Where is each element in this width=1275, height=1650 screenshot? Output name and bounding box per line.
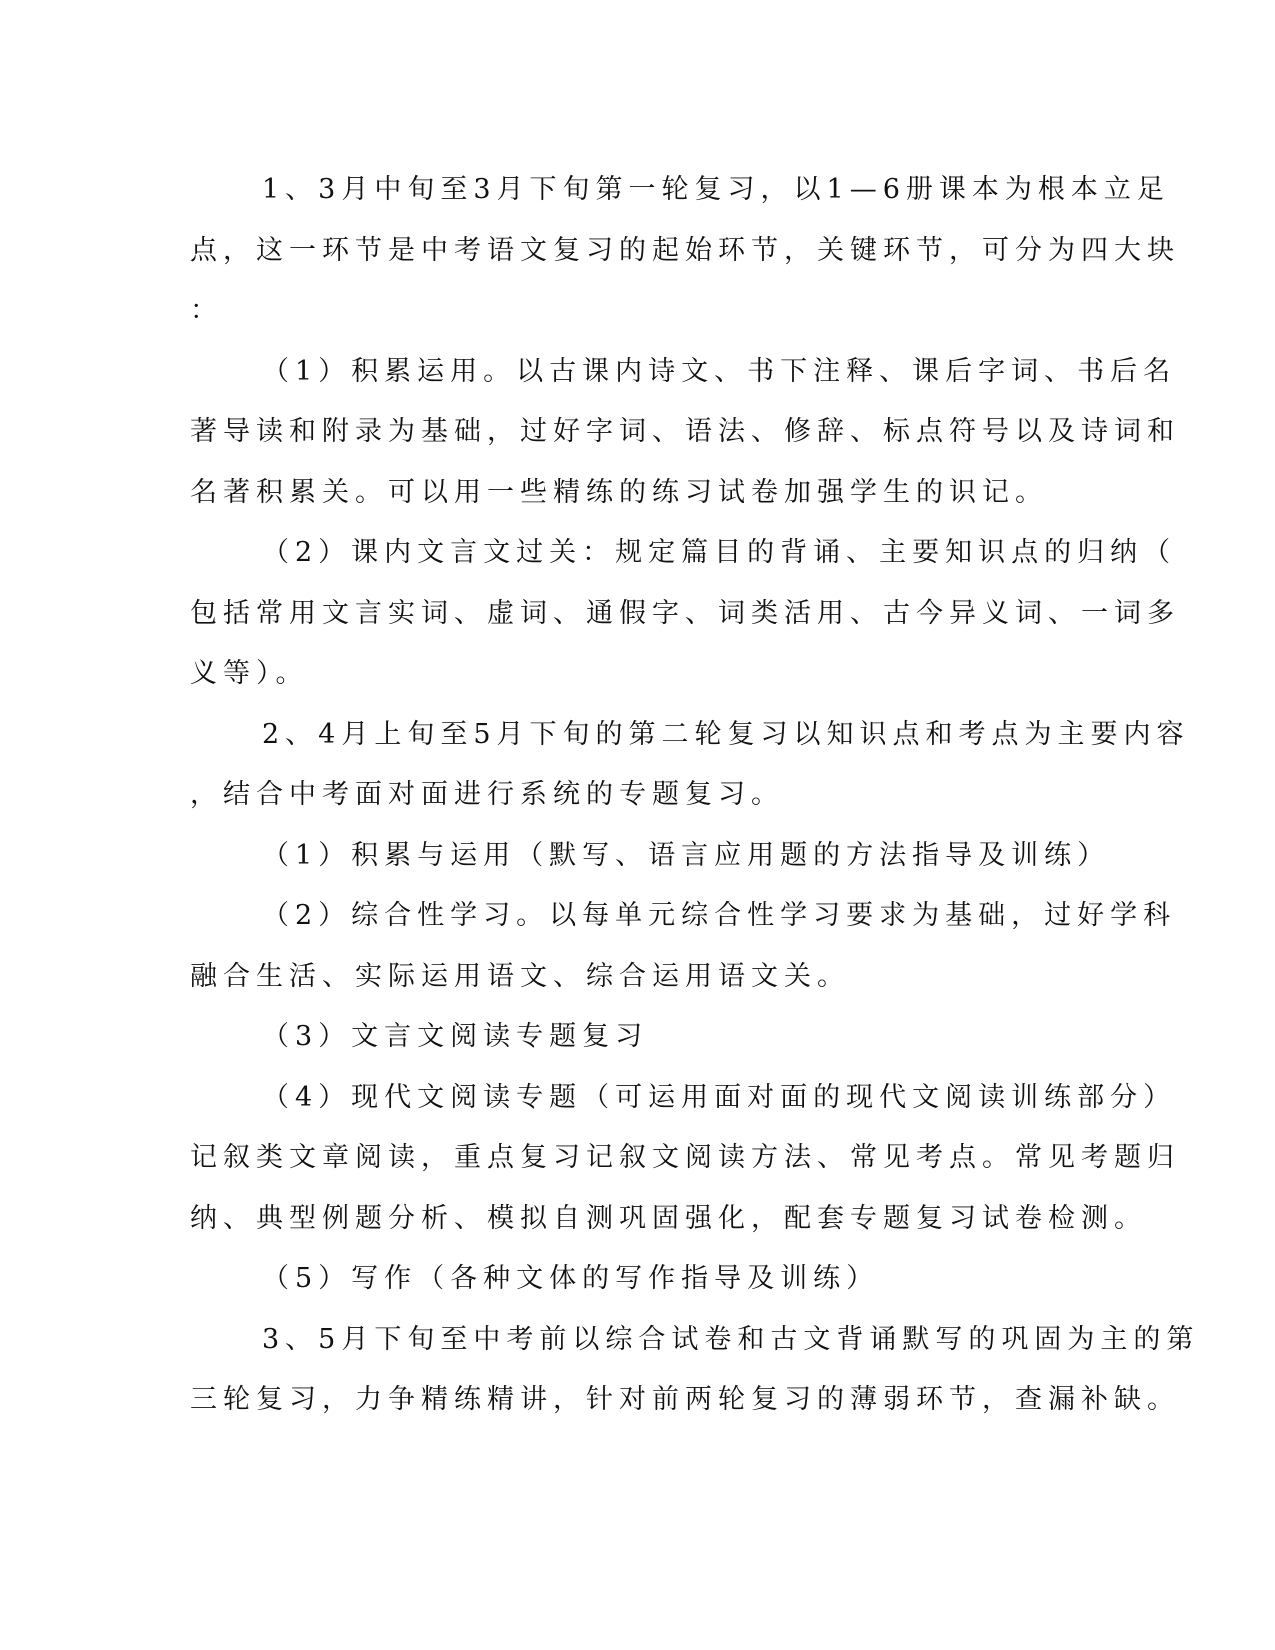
text-line: 义等）。: [190, 658, 309, 689]
text-line: 著导读和附录为基础，过好字词、语法、修辞、标点符号以及诗词和: [190, 416, 1180, 447]
text-line: 名著积累关。可以用一些精练的练习试卷加强学生的识记。: [190, 476, 1048, 508]
text-line: （1）积累运用。以古课内诗文、书下注释、课后字词、书后名: [262, 355, 1177, 387]
text-line: （1）积累与运用（默写、语言应用题的方法指导及训练）: [262, 839, 1111, 871]
text-line: 记叙类文章阅读，重点复习记叙文阅读方法、常见考点。常见考题归: [190, 1142, 1180, 1173]
text-line: （5）写作（各种文体的写作指导及训练）: [262, 1263, 880, 1294]
text-line: 2、4月上旬至5月下旬的第二轮复习以知识点和考点为主要内容: [262, 718, 1190, 750]
text-line: 1、3月中旬至3月下旬第一轮复习，以1—6册课本为根本立足: [262, 174, 1170, 205]
text-line: 点，这一环节是中考语文复习的起始环节，关键环节，可分为四大块: [190, 234, 1180, 266]
text-line: （4）现代文阅读专题（可运用面对面的现代文阅读训练部分）: [262, 1081, 1177, 1113]
text-line: ，结合中考面对面进行系统的专题复习。: [190, 779, 784, 810]
text-line: 包括常用文言实词、虚词、通假字、词类活用、古今异义词、一词多: [190, 597, 1180, 629]
text-line: （2）综合性学习。以每单元综合性学习要求为基础，过好学科: [262, 900, 1177, 931]
text-line: （3）文言文阅读专题复习: [262, 1021, 649, 1052]
text-line: 纳、典型例题分析、模拟自测巩固强化，配套专题复习试卷检测。: [190, 1202, 1147, 1234]
text-line: 3、5月下旬至中考前以综合试卷和古文背诵默写的巩固为主的第: [262, 1323, 1200, 1355]
text-line: 融合生活、实际运用语文、综合运用语文关。: [190, 960, 850, 992]
document-body: [190, 160, 1200, 1431]
text-line: 三轮复习，力争精练精讲，针对前两轮复习的薄弱环节，查漏补缺。: [190, 1384, 1180, 1415]
text-line: （2）课内文言文过关：规定篇目的背诵、主要知识点的归纳（: [262, 537, 1177, 568]
text-line: ：: [190, 295, 223, 326]
